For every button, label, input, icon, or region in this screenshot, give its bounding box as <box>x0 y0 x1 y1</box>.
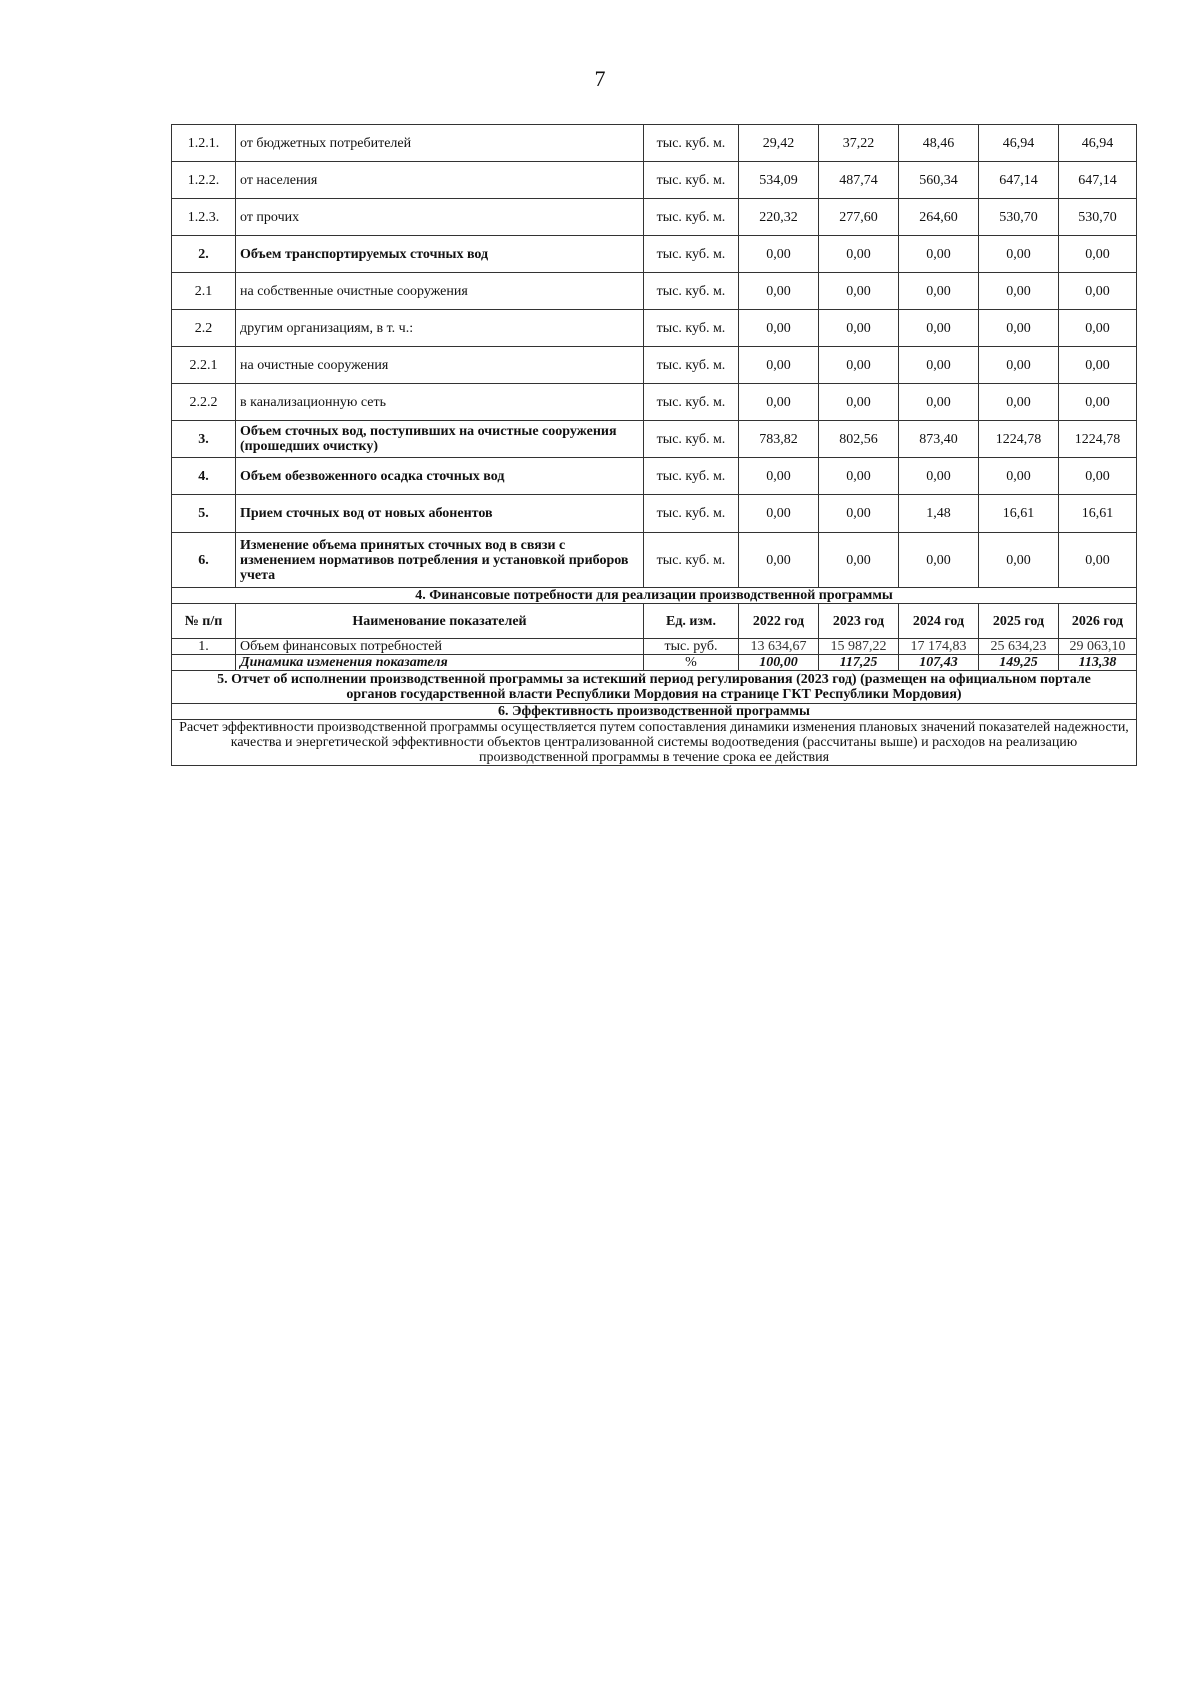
value-2024: 873,40 <box>899 421 979 458</box>
value-2026: 0,00 <box>1059 310 1137 347</box>
row-unit: тыс. куб. м. <box>644 533 739 588</box>
header-name: Наименование показателей <box>236 604 644 639</box>
value-2023: 0,00 <box>819 236 899 273</box>
value-2022: 783,82 <box>739 421 819 458</box>
value-2022: 534,09 <box>739 162 819 199</box>
row-unit: тыс. руб. <box>644 639 739 655</box>
value-2026: 0,00 <box>1059 236 1137 273</box>
value-2023: 15 987,22 <box>819 639 899 655</box>
value-2025: 46,94 <box>979 125 1059 162</box>
value-2023: 0,00 <box>819 310 899 347</box>
value-2024: 0,00 <box>899 273 979 310</box>
section-6-text-row <box>172 720 1137 766</box>
value-2024: 0,00 <box>899 236 979 273</box>
row-unit: тыс. куб. м. <box>644 421 739 458</box>
table-row <box>172 384 1137 421</box>
value-2022: 0,00 <box>739 495 819 533</box>
row-name: Прием сточных вод от новых абонентов <box>236 495 644 533</box>
row-name: Объем сточных вод, поступивших на очистные сооружения (прошедших очистку) <box>236 421 644 458</box>
value-2022: 0,00 <box>739 273 819 310</box>
row-number: 2.2.1 <box>172 347 236 384</box>
value-2024: 0,00 <box>899 533 979 588</box>
value-2026: 46,94 <box>1059 125 1137 162</box>
row-unit: тыс. куб. м. <box>644 384 739 421</box>
row-number: 5. <box>172 495 236 533</box>
row-unit: тыс. куб. м. <box>644 458 739 495</box>
value-2024: 0,00 <box>899 347 979 384</box>
table-row <box>172 495 1137 533</box>
row-number: 1.2.3. <box>172 199 236 236</box>
value-2025: 1224,78 <box>979 421 1059 458</box>
value-2022: 0,00 <box>739 347 819 384</box>
table-row <box>172 310 1137 347</box>
value-2022: 0,00 <box>739 310 819 347</box>
header-year: 2024 год <box>899 604 979 639</box>
row-number: 2.2 <box>172 310 236 347</box>
row-number: 2.1 <box>172 273 236 310</box>
row-name: от бюджетных потребителей <box>236 125 644 162</box>
table-row <box>172 125 1137 162</box>
row-number: 1.2.1. <box>172 125 236 162</box>
row-name: на собственные очистные сооружения <box>236 273 644 310</box>
table-row <box>172 347 1137 384</box>
value-2025: 0,00 <box>979 310 1059 347</box>
value-2026: 0,00 <box>1059 458 1137 495</box>
row-number: 6. <box>172 533 236 588</box>
table-row <box>172 458 1137 495</box>
value-2024: 17 174,83 <box>899 639 979 655</box>
value-2026: 29 063,10 <box>1059 639 1137 655</box>
section-heading-row <box>172 704 1137 720</box>
value-2026: 16,61 <box>1059 495 1137 533</box>
section-heading-row <box>172 588 1137 604</box>
row-unit: тыс. куб. м. <box>644 236 739 273</box>
row-name: Изменение объема принятых сточных вод в связи с изменением нормативов потребления и установкой приборов учета <box>236 533 644 588</box>
value-2023: 37,22 <box>819 125 899 162</box>
row-unit: тыс. куб. м. <box>644 310 739 347</box>
value-2024: 264,60 <box>899 199 979 236</box>
value-2022: 0,00 <box>739 458 819 495</box>
value-2025: 0,00 <box>979 533 1059 588</box>
row-name: Объем транспортируемых сточных вод <box>236 236 644 273</box>
value-2025: 0,00 <box>979 384 1059 421</box>
value-2022: 0,00 <box>739 533 819 588</box>
value-2022: 100,00 <box>739 655 819 671</box>
value-2026: 1224,78 <box>1059 421 1137 458</box>
value-2026: 113,38 <box>1059 655 1137 671</box>
value-2024: 0,00 <box>899 458 979 495</box>
row-name: Динамика изменения показателя <box>236 655 644 671</box>
table-row <box>172 199 1137 236</box>
table-row <box>172 421 1137 458</box>
value-2022: 13 634,67 <box>739 639 819 655</box>
value-2026: 0,00 <box>1059 273 1137 310</box>
row-number: 1.2.2. <box>172 162 236 199</box>
row-name: другим организациям, в т. ч.: <box>236 310 644 347</box>
value-2023: 117,25 <box>819 655 899 671</box>
value-2025: 0,00 <box>979 236 1059 273</box>
value-2022: 0,00 <box>739 236 819 273</box>
value-2024: 1,48 <box>899 495 979 533</box>
finance-row <box>172 639 1137 655</box>
table-row <box>172 533 1137 588</box>
page-number: 7 <box>594 66 606 91</box>
row-name: в канализационную сеть <box>236 384 644 421</box>
header-year: 2026 год <box>1059 604 1137 639</box>
value-2026: 0,00 <box>1059 347 1137 384</box>
header-year: 2022 год <box>739 604 819 639</box>
section-4-title: 4. Финансовые потребности для реализации производственной программы <box>172 588 1137 604</box>
row-unit: тыс. куб. м. <box>644 495 739 533</box>
section-5-row <box>172 671 1137 704</box>
header-number: № п/п <box>172 604 236 639</box>
row-unit: тыс. куб. м. <box>644 273 739 310</box>
table-row <box>172 236 1137 273</box>
section-5-title: 5. Отчет об исполнении производственной программы за истекший период регулирования (2023 год) (размещен на официальном портале органов государственной власти Республики Мордовия на странице ГКТ Республики Мордовия) <box>172 671 1137 704</box>
value-2025: 0,00 <box>979 347 1059 384</box>
row-name: на очистные сооружения <box>236 347 644 384</box>
value-2024: 107,43 <box>899 655 979 671</box>
row-unit: тыс. куб. м. <box>644 162 739 199</box>
row-name: Объем финансовых потребностей <box>236 639 644 655</box>
value-2025: 25 634,23 <box>979 639 1059 655</box>
row-number-empty <box>172 655 236 671</box>
value-2026: 530,70 <box>1059 199 1137 236</box>
row-unit: тыс. куб. м. <box>644 125 739 162</box>
row-name: от населения <box>236 162 644 199</box>
value-2026: 0,00 <box>1059 533 1137 588</box>
value-2022: 29,42 <box>739 125 819 162</box>
table-row <box>172 162 1137 199</box>
row-name: Объем обезвоженного осадка сточных вод <box>236 458 644 495</box>
row-number: 2.2.2 <box>172 384 236 421</box>
row-unit: тыс. куб. м. <box>644 347 739 384</box>
section-6-text: Расчет эффективности производственной программы осуществляется путем сопоставления динамики изменения плановых значений показателей надежности, качества и энергетической эффективности объектов централизованной системы водоотведения (рассчитаны выше) и расходов на реализацию производственной программы в течение срока ее действия <box>172 720 1137 766</box>
row-number: 2. <box>172 236 236 273</box>
value-2024: 0,00 <box>899 384 979 421</box>
value-2025: 647,14 <box>979 162 1059 199</box>
header-year: 2023 год <box>819 604 899 639</box>
value-2024: 560,34 <box>899 162 979 199</box>
value-2022: 0,00 <box>739 384 819 421</box>
value-2024: 0,00 <box>899 310 979 347</box>
row-name: от прочих <box>236 199 644 236</box>
dynamics-row <box>172 655 1137 671</box>
table-row <box>172 273 1137 310</box>
value-2025: 0,00 <box>979 458 1059 495</box>
row-number: 4. <box>172 458 236 495</box>
value-2026: 647,14 <box>1059 162 1137 199</box>
header-year: 2025 год <box>979 604 1059 639</box>
value-2024: 48,46 <box>899 125 979 162</box>
value-2023: 0,00 <box>819 458 899 495</box>
row-unit: % <box>644 655 739 671</box>
value-2023: 0,00 <box>819 347 899 384</box>
production-program-table <box>171 124 1137 766</box>
value-2023: 802,56 <box>819 421 899 458</box>
value-2023: 0,00 <box>819 495 899 533</box>
row-number: 3. <box>172 421 236 458</box>
value-2025: 530,70 <box>979 199 1059 236</box>
header-unit: Ед. изм. <box>644 604 739 639</box>
value-2025: 16,61 <box>979 495 1059 533</box>
value-2025: 0,00 <box>979 273 1059 310</box>
value-2026: 0,00 <box>1059 384 1137 421</box>
value-2023: 0,00 <box>819 533 899 588</box>
value-2023: 487,74 <box>819 162 899 199</box>
value-2023: 0,00 <box>819 384 899 421</box>
section-6-title: 6. Эффективность производственной программы <box>172 704 1137 720</box>
value-2023: 277,60 <box>819 199 899 236</box>
row-unit: тыс. куб. м. <box>644 199 739 236</box>
value-2023: 0,00 <box>819 273 899 310</box>
value-2025: 149,25 <box>979 655 1059 671</box>
value-2022: 220,32 <box>739 199 819 236</box>
row-number: 1. <box>172 639 236 655</box>
finance-header-row <box>172 604 1137 639</box>
